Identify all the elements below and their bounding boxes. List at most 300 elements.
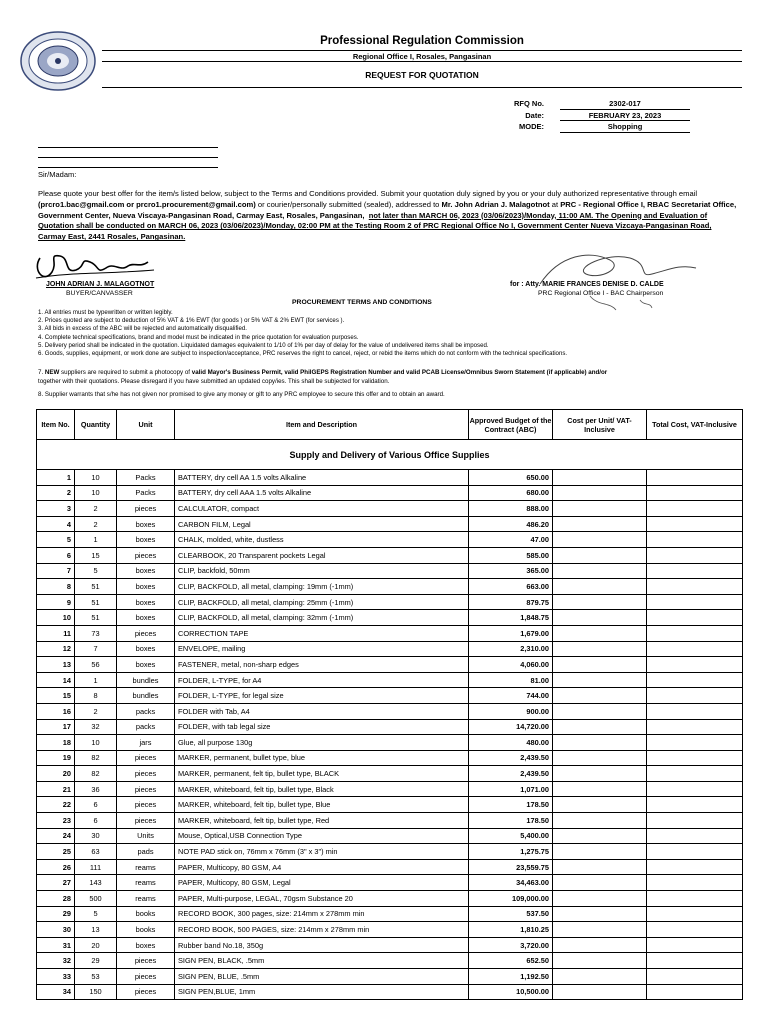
item-no-cell: 32 — [37, 953, 75, 969]
description-cell: NOTE PAD stick on, 76mm x 76mm (3" x 3") min — [175, 844, 469, 860]
cost-per-unit-cell[interactable] — [553, 516, 647, 532]
abc-cell: 1,275.75 — [469, 844, 553, 860]
item-no-cell: 20 — [37, 766, 75, 782]
cost-per-unit-cell[interactable] — [553, 688, 647, 704]
table-row — [37, 906, 743, 922]
header-quantity: Quantity — [75, 410, 117, 440]
quantity-cell: 30 — [75, 828, 117, 844]
intro-office: PRC - Regional Office I, RBAC Secretariat Office, Government Center, Nueva Viscaya-Pangasinan Road, Carmay East, Rosales, Pangasinan, — [38, 199, 737, 220]
item-no-cell: 18 — [37, 735, 75, 751]
abc-cell: 680.00 — [469, 485, 553, 501]
description-cell: SIGN PEN,BLUE, 1mm — [175, 984, 469, 1000]
abc-cell: 2,310.00 — [469, 641, 553, 657]
quantity-cell: 500 — [75, 891, 117, 907]
total-cost-cell[interactable] — [647, 891, 743, 907]
total-cost-cell[interactable] — [647, 485, 743, 501]
cost-per-unit-cell[interactable] — [553, 547, 647, 563]
quantity-cell: 8 — [75, 688, 117, 704]
rfq-meta — [470, 98, 740, 133]
item-no-cell: 8 — [37, 579, 75, 595]
term-7-rest: together with their quotations. Please disregard if you have submitted an updated copy/ies. This shall be subjected for validation. — [38, 378, 390, 386]
total-cost-cell[interactable] — [647, 937, 743, 953]
description-cell: FASTENER, metal, non-sharp edges — [175, 657, 469, 673]
description-cell: CORRECTION TAPE — [175, 625, 469, 641]
chairperson-name: for : Atty. MARIE FRANCES DENISE D. CALDE — [510, 281, 664, 288]
abc-cell: 1,810.25 — [469, 922, 553, 938]
quantity-cell: 29 — [75, 953, 117, 969]
abc-cell: 81.00 — [469, 672, 553, 688]
table-row — [37, 610, 743, 626]
item-no-cell: 3 — [37, 501, 75, 517]
unit-cell: bundles — [117, 672, 175, 688]
abc-cell: 888.00 — [469, 501, 553, 517]
item-no-cell: 27 — [37, 875, 75, 891]
unit-cell: boxes — [117, 579, 175, 595]
abc-cell: 4,060.00 — [469, 657, 553, 673]
total-cost-cell[interactable] — [647, 828, 743, 844]
table-row — [37, 953, 743, 969]
cost-per-unit-cell[interactable] — [553, 672, 647, 688]
quantity-cell: 10 — [75, 735, 117, 751]
abc-cell: 663.00 — [469, 579, 553, 595]
total-cost-cell[interactable] — [647, 875, 743, 891]
cost-per-unit-cell[interactable] — [553, 906, 647, 922]
item-no-cell: 29 — [37, 906, 75, 922]
item-no-cell: 14 — [37, 672, 75, 688]
abc-cell: 652.50 — [469, 953, 553, 969]
table-row — [37, 594, 743, 610]
table-header-row — [37, 410, 743, 440]
description-cell: Glue, all purpose 130g — [175, 735, 469, 751]
description-cell: PAPER, Multicopy, 80 GSM, A4 — [175, 859, 469, 875]
table-row — [37, 844, 743, 860]
cost-per-unit-cell[interactable] — [553, 875, 647, 891]
description-cell: FOLDER with Tab, A4 — [175, 703, 469, 719]
table-row — [37, 922, 743, 938]
terms-title: PROCUREMENT TERMS AND CONDITIONS — [292, 299, 432, 306]
unit-cell: boxes — [117, 657, 175, 673]
item-no-cell: 2 — [37, 485, 75, 501]
total-cost-cell[interactable] — [647, 859, 743, 875]
unit-cell: packs — [117, 719, 175, 735]
table-row — [37, 937, 743, 953]
rfq-date-value: FEBRUARY 23, 2023 — [560, 110, 690, 122]
table-row — [37, 891, 743, 907]
abc-cell: 3,720.00 — [469, 937, 553, 953]
abc-cell: 14,720.00 — [469, 719, 553, 735]
term-item: 1. All entries must be typewritten or written legibly. — [38, 309, 173, 316]
quantity-cell: 5 — [75, 906, 117, 922]
quantity-cell: 51 — [75, 610, 117, 626]
total-cost-cell[interactable] — [647, 579, 743, 595]
agency-title: Professional Regulation Commission — [320, 35, 524, 47]
total-cost-cell[interactable] — [647, 781, 743, 797]
cost-per-unit-cell[interactable] — [553, 641, 647, 657]
item-no-cell: 6 — [37, 547, 75, 563]
term-7 — [38, 368, 738, 386]
item-no-cell: 9 — [37, 594, 75, 610]
table-row — [37, 969, 743, 985]
total-cost-cell[interactable] — [647, 719, 743, 735]
total-cost-cell[interactable] — [647, 516, 743, 532]
table-row — [37, 797, 743, 813]
item-no-cell: 30 — [37, 922, 75, 938]
total-cost-cell[interactable] — [647, 501, 743, 517]
unit-cell: pieces — [117, 750, 175, 766]
total-cost-cell[interactable] — [647, 641, 743, 657]
item-no-cell: 4 — [37, 516, 75, 532]
cost-per-unit-cell[interactable] — [553, 501, 647, 517]
cost-per-unit-cell[interactable] — [553, 859, 647, 875]
cost-per-unit-cell[interactable] — [553, 579, 647, 595]
total-cost-cell[interactable] — [647, 906, 743, 922]
description-cell: CLEARBOOK, 20 Transparent pockets Legal — [175, 547, 469, 563]
quantity-cell: 73 — [75, 625, 117, 641]
term-item: 4. Complete technical specifications, brand and model must be indicated in the price quotation for evaluation purposes. — [38, 333, 359, 341]
table-row — [37, 532, 743, 548]
unit-cell: pieces — [117, 625, 175, 641]
description-cell: RECORD BOOK, 300 pages, size: 214mm x 278mm min — [175, 906, 469, 922]
table-row — [37, 766, 743, 782]
header-total-cost: Total Cost, VAT-Inclusive — [647, 410, 743, 440]
term-7-docs: valid Mayor's Business Permit, valid PhilGEPS Registration Number and valid PCAB License/Omnibus Sworn Statement (if applicable) and/or — [191, 369, 608, 376]
description-cell: BATTERY, dry cell AAA 1.5 volts Alkaline — [175, 485, 469, 501]
abc-cell: 1,192.50 — [469, 969, 553, 985]
table-row — [37, 750, 743, 766]
cost-per-unit-cell[interactable] — [553, 891, 647, 907]
item-no-cell: 10 — [37, 610, 75, 626]
abc-cell: 2,439.50 — [469, 750, 553, 766]
abc-cell: 537.50 — [469, 906, 553, 922]
description-cell: Rubber band No.18, 350g — [175, 937, 469, 953]
table-row — [37, 984, 743, 1000]
rfq-mode-label: MODE: — [519, 122, 544, 131]
abc-cell: 585.00 — [469, 547, 553, 563]
table-row — [37, 657, 743, 673]
quantity-cell: 2 — [75, 703, 117, 719]
cost-per-unit-cell[interactable] — [553, 813, 647, 829]
description-cell: CALCULATOR, compact — [175, 501, 469, 517]
quantity-cell: 7 — [75, 641, 117, 657]
quantity-cell: 10 — [75, 485, 117, 501]
quantity-cell: 53 — [75, 969, 117, 985]
table-row — [37, 735, 743, 751]
quantity-cell: 2 — [75, 516, 117, 532]
intro-email: (prcro1.bac@gmail.com or prcro1.procurement@gmail.com) — [38, 199, 256, 209]
rfq-no-value: 2302-017 — [560, 98, 690, 110]
abc-cell: 1,848.75 — [469, 610, 553, 626]
rfq-date-row — [470, 110, 740, 122]
cost-per-unit-cell[interactable] — [553, 953, 647, 969]
chairperson-signature — [520, 244, 720, 314]
item-no-cell: 15 — [37, 688, 75, 704]
total-cost-cell[interactable] — [647, 610, 743, 626]
cost-per-unit-cell[interactable] — [553, 937, 647, 953]
table-row — [37, 579, 743, 595]
table-row — [37, 501, 743, 517]
rfq-no-label: RFQ No. — [514, 99, 544, 108]
total-cost-cell[interactable] — [647, 672, 743, 688]
prc-seal-logo — [18, 30, 98, 92]
unit-cell: boxes — [117, 532, 175, 548]
quantity-cell: 1 — [75, 532, 117, 548]
chairperson-title: PRC Regional Office I - BAC Chairperson — [538, 290, 664, 297]
item-no-cell: 23 — [37, 813, 75, 829]
total-cost-cell[interactable] — [647, 813, 743, 829]
table-row — [37, 516, 743, 532]
total-cost-cell[interactable] — [647, 563, 743, 579]
unit-cell: pieces — [117, 547, 175, 563]
buyer-title: BUYER/CANVASSER — [66, 290, 133, 297]
quantity-cell: 6 — [75, 797, 117, 813]
table-row — [37, 641, 743, 657]
table-row — [37, 485, 743, 501]
total-cost-cell[interactable] — [647, 797, 743, 813]
item-no-cell: 26 — [37, 859, 75, 875]
total-cost-cell[interactable] — [647, 470, 743, 486]
term-7-prefix: 7. — [38, 369, 45, 376]
description-cell: FOLDER, L-TYPE, for A4 — [175, 672, 469, 688]
cost-per-unit-cell[interactable] — [553, 610, 647, 626]
quantity-cell: 150 — [75, 984, 117, 1000]
rfq-mode-row — [470, 121, 740, 133]
item-no-cell: 24 — [37, 828, 75, 844]
quantity-cell: 1 — [75, 672, 117, 688]
unit-cell: boxes — [117, 937, 175, 953]
abc-cell: 23,559.75 — [469, 859, 553, 875]
cost-per-unit-cell[interactable] — [553, 781, 647, 797]
unit-cell: reams — [117, 875, 175, 891]
addressee-line — [38, 138, 218, 148]
table-row — [37, 547, 743, 563]
abc-cell: 5,400.00 — [469, 828, 553, 844]
abc-cell: 1,679.00 — [469, 625, 553, 641]
total-cost-cell[interactable] — [647, 922, 743, 938]
description-cell: MARKER, whiteboard, felt tip, bullet type, Black — [175, 781, 469, 797]
abc-cell: 879.75 — [469, 594, 553, 610]
cost-per-unit-cell[interactable] — [553, 470, 647, 486]
item-no-cell: 1 — [37, 470, 75, 486]
cost-per-unit-cell[interactable] — [553, 594, 647, 610]
unit-cell: boxes — [117, 594, 175, 610]
addressee-line — [38, 158, 218, 168]
item-no-cell: 11 — [37, 625, 75, 641]
unit-cell: pieces — [117, 781, 175, 797]
abc-cell: 47.00 — [469, 532, 553, 548]
table-row — [37, 859, 743, 875]
total-cost-cell[interactable] — [647, 953, 743, 969]
quantity-cell: 63 — [75, 844, 117, 860]
description-cell: CARBON FILM, Legal — [175, 516, 469, 532]
description-cell: MARKER, whiteboard, felt tip, bullet type, Red — [175, 813, 469, 829]
abc-cell: 10,500.00 — [469, 984, 553, 1000]
description-cell: BATTERY, dry cell AA 1.5 volts Alkaline — [175, 470, 469, 486]
quantity-cell: 36 — [75, 781, 117, 797]
unit-cell: reams — [117, 891, 175, 907]
rfq-date-label: Date: — [525, 110, 544, 120]
cost-per-unit-cell[interactable] — [553, 563, 647, 579]
description-cell: CLIP, BACKFOLD, all metal, clamping: 19mm (-1mm) — [175, 579, 469, 595]
quantity-cell: 32 — [75, 719, 117, 735]
quantity-cell: 15 — [75, 547, 117, 563]
quantity-cell: 56 — [75, 657, 117, 673]
description-cell: CLIP, backfold, 50mm — [175, 563, 469, 579]
header-unit: Unit — [117, 410, 175, 440]
abc-cell: 365.00 — [469, 563, 553, 579]
quantity-cell: 2 — [75, 501, 117, 517]
quantity-cell: 10 — [75, 470, 117, 486]
item-no-cell: 12 — [37, 641, 75, 657]
description-cell: ENVELOPE, mailing — [175, 641, 469, 657]
abc-cell: 1,071.00 — [469, 781, 553, 797]
abc-cell: 109,000.00 — [469, 891, 553, 907]
description-cell: SIGN PEN, BLACK, .5mm — [175, 953, 469, 969]
abc-cell: 34,463.00 — [469, 875, 553, 891]
table-row — [37, 688, 743, 704]
description-cell: PAPER, Multi-purpose, LEGAL, 70gsm Substance 20 — [175, 891, 469, 907]
items-table — [36, 409, 743, 1000]
item-no-cell: 31 — [37, 937, 75, 953]
item-no-cell: 7 — [37, 563, 75, 579]
description-cell: MARKER, whiteboard, felt tip, bullet type, Blue — [175, 797, 469, 813]
total-cost-cell[interactable] — [647, 547, 743, 563]
rfq-mode-value: Shopping — [560, 121, 690, 133]
description-cell: MARKER, permanent, felt tip, bullet type, BLACK — [175, 766, 469, 782]
quantity-cell: 82 — [75, 750, 117, 766]
intro-text-1: Please quote your best offer for the item/s listed below, subject to the Terms and Conditions provided. Submit your quotation duly signed by you or your duly authorized representative through email — [38, 189, 698, 198]
cost-per-unit-cell[interactable] — [553, 844, 647, 860]
quantity-cell: 111 — [75, 859, 117, 875]
cost-per-unit-cell[interactable] — [553, 657, 647, 673]
cost-per-unit-cell[interactable] — [553, 828, 647, 844]
table-row — [37, 672, 743, 688]
total-cost-cell[interactable] — [647, 688, 743, 704]
table-row — [37, 875, 743, 891]
cost-per-unit-cell[interactable] — [553, 922, 647, 938]
salutation: Sir/Madam: — [38, 170, 77, 179]
header-cost-per-unit: Cost per Unit/ VAT-Inclusive — [553, 410, 647, 440]
intro-deadline: not later than MARCH 06, 2023 (03/06/2023)/Monday, 11:00 AM. The Opening and Evaluation of Quotation shall be conducted on MARCH 06, 2023 (03/06/2023)/Monday, 02:00 PM at the Testing Room 2 of PRC Regional Office No I, Government Center Nueva Vizcaya-Pangasinan Road, Carmay East, 2441 Rosales, Pangasinan. — [38, 210, 712, 242]
description-cell: RECORD BOOK, 500 PAGES, size: 214mm x 278mm min — [175, 922, 469, 938]
total-cost-cell[interactable] — [647, 766, 743, 782]
section-title: Supply and Delivery of Various Office Supplies — [37, 440, 743, 470]
header-item-no: Item No. — [37, 410, 75, 440]
unit-cell: pieces — [117, 797, 175, 813]
document-title: REQUEST FOR QUOTATION — [102, 62, 742, 88]
total-cost-cell[interactable] — [647, 532, 743, 548]
total-cost-cell[interactable] — [647, 625, 743, 641]
terms-list — [38, 309, 738, 358]
cost-per-unit-cell[interactable] — [553, 703, 647, 719]
buyer-name: JOHN ADRIAN J. MALAGOTNOT — [46, 281, 155, 288]
description-cell: CLIP, BACKFOLD, all metal, clamping: 32mm (-1mm) — [175, 610, 469, 626]
abc-cell: 178.50 — [469, 813, 553, 829]
item-no-cell: 34 — [37, 984, 75, 1000]
cost-per-unit-cell[interactable] — [553, 625, 647, 641]
total-cost-cell[interactable] — [647, 984, 743, 1000]
addressee-line — [38, 148, 218, 158]
cost-per-unit-cell[interactable] — [553, 969, 647, 985]
total-cost-cell[interactable] — [647, 750, 743, 766]
cost-per-unit-cell[interactable] — [553, 750, 647, 766]
unit-cell: books — [117, 906, 175, 922]
item-no-cell: 16 — [37, 703, 75, 719]
total-cost-cell[interactable] — [647, 657, 743, 673]
description-cell: PAPER, Multicopy, 80 GSM, Legal — [175, 875, 469, 891]
cost-per-unit-cell[interactable] — [553, 719, 647, 735]
cost-per-unit-cell[interactable] — [553, 485, 647, 501]
unit-cell: bundles — [117, 688, 175, 704]
cost-per-unit-cell[interactable] — [553, 735, 647, 751]
term-item: 3. All bids in excess of the ABC will be rejected and automatically disqualified. — [38, 325, 247, 333]
unit-cell: reams — [117, 859, 175, 875]
table-row — [37, 625, 743, 641]
abc-cell: 650.00 — [469, 470, 553, 486]
table-row — [37, 563, 743, 579]
unit-cell: Packs — [117, 470, 175, 486]
intro-text-2: or courier/personally submitted (sealed), addressed to — [255, 199, 442, 209]
table-row — [37, 813, 743, 829]
unit-cell: Units — [117, 828, 175, 844]
intro-paragraph — [38, 189, 740, 243]
unit-cell: boxes — [117, 610, 175, 626]
item-no-cell: 21 — [37, 781, 75, 797]
cost-per-unit-cell[interactable] — [553, 766, 647, 782]
unit-cell: boxes — [117, 641, 175, 657]
intro-text-3: at — [549, 199, 561, 209]
total-cost-cell[interactable] — [647, 844, 743, 860]
term-7-new: NEW — [44, 369, 60, 376]
description-cell: CHALK, molded, white, dustless — [175, 532, 469, 548]
unit-cell: pieces — [117, 813, 175, 829]
quantity-cell: 13 — [75, 922, 117, 938]
section-row — [37, 440, 743, 470]
abc-cell: 2,439.50 — [469, 766, 553, 782]
cost-per-unit-cell[interactable] — [553, 984, 647, 1000]
description-cell: MARKER, permanent, bullet type, blue — [175, 750, 469, 766]
unit-cell: boxes — [117, 563, 175, 579]
abc-cell: 486.20 — [469, 516, 553, 532]
description-cell: FOLDER, with tab legal size — [175, 719, 469, 735]
quantity-cell: 143 — [75, 875, 117, 891]
total-cost-cell[interactable] — [647, 594, 743, 610]
item-no-cell: 5 — [37, 532, 75, 548]
header-abc: Approved Budget of the Contract (ABC) — [469, 410, 553, 440]
addressee-lines — [38, 138, 218, 168]
term-item: 2. Prices quoted are subject to deduction of 5% VAT & 1% EWT (for goods ) or 5% VAT & 2% EWT (for services ). — [38, 317, 345, 325]
table-row — [37, 470, 743, 486]
item-no-cell: 25 — [37, 844, 75, 860]
unit-cell: jars — [117, 735, 175, 751]
quantity-cell: 20 — [75, 937, 117, 953]
quantity-cell: 51 — [75, 579, 117, 595]
unit-cell: pieces — [117, 953, 175, 969]
cost-per-unit-cell[interactable] — [553, 797, 647, 813]
description-cell: CLIP, BACKFOLD, all metal, clamping: 25mm (-1mm) — [175, 594, 469, 610]
abc-cell: 900.00 — [469, 703, 553, 719]
total-cost-cell[interactable] — [647, 703, 743, 719]
item-no-cell: 17 — [37, 719, 75, 735]
total-cost-cell[interactable] — [647, 969, 743, 985]
unit-cell: pieces — [117, 969, 175, 985]
unit-cell: boxes — [117, 516, 175, 532]
total-cost-cell[interactable] — [647, 735, 743, 751]
unit-cell: Packs — [117, 485, 175, 501]
term-item: 5. Delivery period shall be indicated in the quotation. Liquidated damages equivalent to 1/10 of 1% per day of delay for the value of undelivered items shall be imposed. — [38, 341, 489, 349]
agency-office: Regional Office I, Rosales, Pangasinan — [102, 50, 742, 62]
abc-cell: 178.50 — [469, 797, 553, 813]
cost-per-unit-cell[interactable] — [553, 532, 647, 548]
